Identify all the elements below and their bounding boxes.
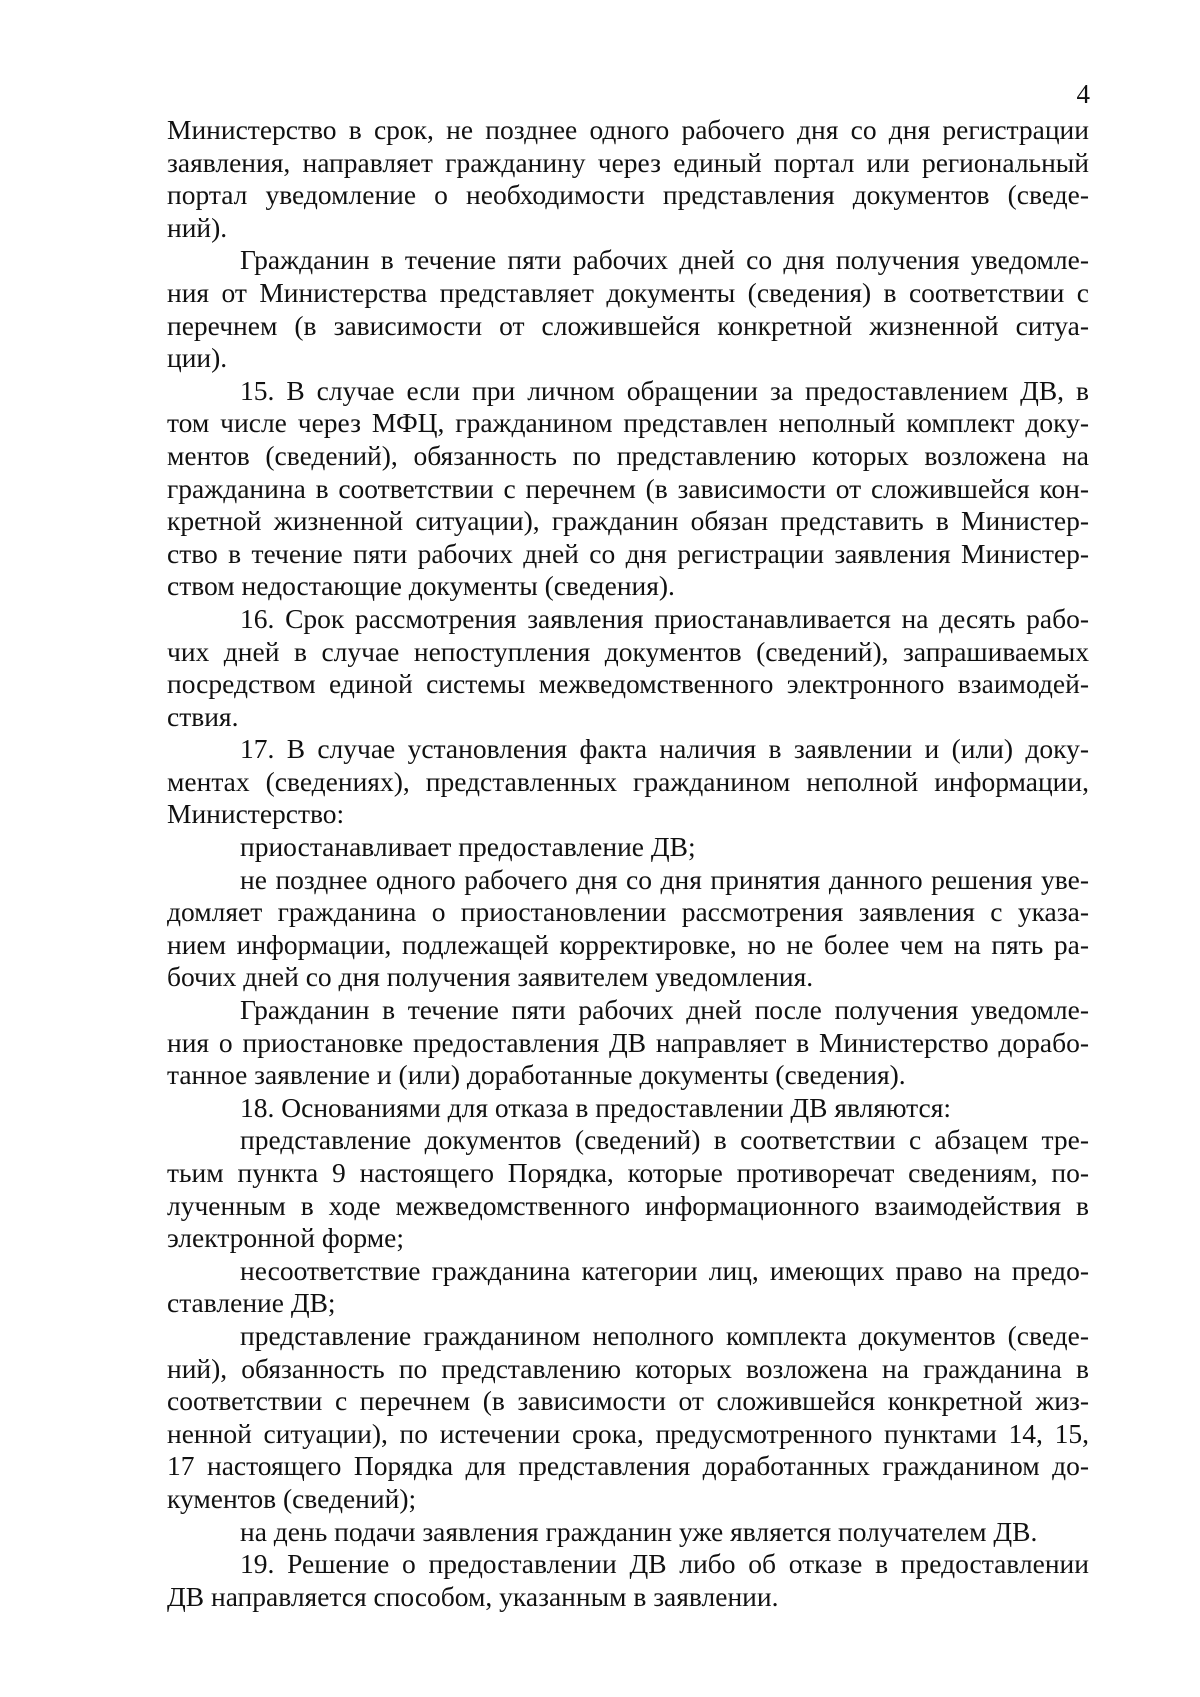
text-line: домляет гражданина о приостановлении рассмотрения заявления с указа- [167, 896, 1089, 928]
text-line: приостанавливает предоставление ДВ; [240, 831, 696, 863]
text-line: кументов (сведений); [167, 1482, 417, 1514]
text-line: представление гражданином неполного комплекта документов (сведе- [240, 1319, 1089, 1351]
text-line: 17 настоящего Порядка для представления доработанных гражданином до- [167, 1450, 1089, 1482]
text-line: ния о приостановке предоставления ДВ направляет в Министерство дорабо- [167, 1026, 1089, 1058]
text-line: чих дней в случае непоступления документов (сведений), запрашиваемых [167, 635, 1089, 667]
text-line: ствия. [167, 700, 239, 732]
document-body [167, 114, 1089, 1613]
text-line: ментов (сведений), обязанность по представлению которых возложена на [167, 439, 1089, 471]
text-line: 18. Основаниями для отказа в предоставлении ДВ являются: [240, 1091, 952, 1123]
text-line: ний). [167, 211, 228, 243]
text-line: нием информации, подлежащей корректировке, но не более чем на пять ра- [167, 928, 1089, 960]
text-line: 16. Срок рассмотрения заявления приостанавливается на десять рабо- [240, 602, 1089, 634]
text-line: ство в течение пяти рабочих дней со дня регистрации заявления Министер- [167, 537, 1089, 569]
text-line: 19. Решение о предоставлении ДВ либо об отказе в предоставлении [240, 1548, 1089, 1580]
text-line: ции). [167, 342, 228, 374]
text-line: соответствии с перечнем (в зависимости от сложившейся конкретной жиз- [167, 1385, 1089, 1417]
text-line: том числе через МФЦ, гражданином представлен неполный комплект доку- [167, 407, 1089, 439]
text-line: ний), обязанность по представлению которых возложена на гражданина в [167, 1352, 1089, 1384]
text-line: ставление ДВ; [167, 1287, 336, 1319]
text-line: гражданина в соответствии с перечнем (в зависимости от сложившейся кон- [167, 472, 1089, 504]
text-line: 15. В случае если при личном обращении за предоставлением ДВ, в [240, 374, 1089, 406]
text-line: тьим пункта 9 настоящего Порядка, которые противоречат сведениям, по- [167, 1157, 1089, 1188]
text-line: ментах (сведениях), представленных гражданином неполной информации, [167, 765, 1089, 797]
text-line: Гражданин в течение пяти рабочих дней со дня получения уведомле- [240, 244, 1089, 276]
text-line: ния от Министерства представляет документы (сведения) в соответствии с [167, 276, 1089, 308]
text-line: танное заявление и (или) доработанные документы (сведения). [167, 1059, 906, 1091]
text-line: несоответствие гражданина категории лиц, имеющих право на предо- [240, 1254, 1089, 1286]
text-line: ством недостающие документы (сведения). [167, 570, 675, 602]
text-line: посредством единой системы межведомственного электронного взаимодей- [167, 668, 1089, 700]
text-line: не позднее одного рабочего дня со дня принятия данного решения уве- [240, 863, 1089, 895]
text-line: Министерство: [167, 798, 345, 830]
text-line: 17. В случае установления факта наличия в заявлении и (или) доку- [240, 733, 1089, 765]
text-line: портал уведомление о необходимости представления документов (сведе- [167, 179, 1089, 211]
text-line: заявления, направляет гражданину через единый портал или региональный [167, 146, 1089, 178]
text-line: электронной форме; [167, 1222, 405, 1254]
page-number: 4 [1076, 79, 1090, 109]
text-line: представление документов (сведений) в соответствии с абзацем тре- [240, 1124, 1089, 1156]
text-line: лученным в ходе межведомственного информационного взаимодействия в [167, 1189, 1089, 1221]
text-line: перечнем (в зависимости от сложившейся конкретной жизненной ситуа- [167, 309, 1089, 341]
text-line: ДВ направляется способом, указанным в заявлении. [167, 1580, 779, 1612]
text-line: ненной ситуации), по истечении срока, предусмотренного пунктами 14, 15, [167, 1417, 1089, 1449]
text-line: Министерство в срок, не позднее одного рабочего дня со дня регистрации [167, 114, 1089, 145]
text-line: кретной жизненной ситуации), гражданин обязан представить в Министер- [167, 505, 1089, 537]
text-line: бочих дней со дня получения заявителем уведомления. [167, 961, 814, 993]
text-line: на день подачи заявления гражданин уже является получателем ДВ. [240, 1515, 1038, 1547]
text-line: Гражданин в течение пяти рабочих дней после получения уведомле- [240, 994, 1089, 1026]
